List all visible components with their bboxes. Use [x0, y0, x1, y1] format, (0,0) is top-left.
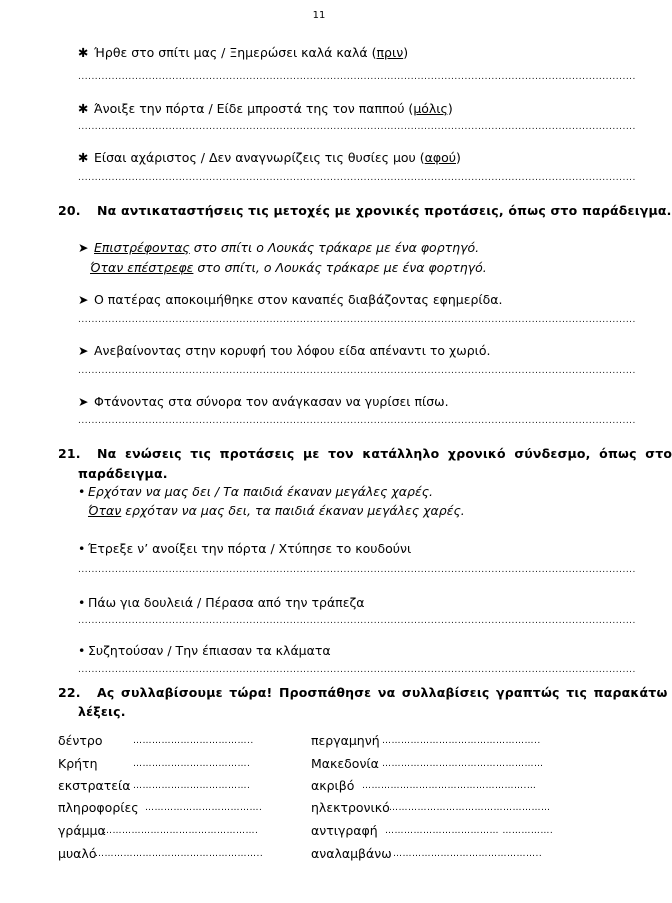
syllable-line[interactable]: …………………………………………….…	[362, 781, 537, 791]
example-participle: Επιστρέφοντας	[94, 240, 190, 255]
arrow-icon: ➤	[78, 394, 89, 409]
syllable-line[interactable]: ……………………………………………	[382, 759, 544, 769]
syllable-line[interactable]: ……………………………….	[133, 759, 251, 769]
word: δέντρο	[58, 733, 103, 748]
arrow-icon: ➤	[78, 343, 89, 358]
example-rest: στο σπίτι ο Λουκάς τράκαρε με ένα φορτηγό.	[189, 240, 480, 255]
item-text: Πάω για δουλειά / Πέρασα από την τράπεζα	[88, 595, 365, 610]
syllable-line[interactable]: ………………………………………….	[103, 826, 259, 836]
word: περγαμηνή	[311, 733, 380, 748]
example-rest: στο σπίτι, ο Λουκάς τράκαρε με ένα φορτηγό.	[193, 260, 487, 275]
item-text: Ήρθε στο σπίτι μας / Ξημερώσει καλά καλά (	[94, 45, 377, 60]
item-text: Είσαι αχάριστος / Δεν αναγνωρίζεις τις θυσίες μου (	[94, 150, 425, 165]
item-text: Ο πατέρας αποκοιμήθηκε στον καναπές διαβάζοντας εφημερίδα.	[94, 292, 503, 307]
word: Κρήτη	[58, 756, 98, 771]
syllable-line[interactable]: ……………………………………………..	[95, 849, 264, 859]
bullet-item	[78, 595, 365, 610]
bullet-item	[78, 643, 331, 658]
bullet-item	[78, 541, 411, 556]
page-number: 11	[312, 10, 326, 21]
word: ηλεκτρονικό	[311, 800, 390, 815]
exercise-21-number: 21.	[58, 446, 81, 461]
syllable-line[interactable]: ……………………………….	[133, 781, 251, 791]
answer-line[interactable]: ......................................................................................................................................................................	[78, 665, 636, 675]
answer-line[interactable]: ......................................................................................................................................................................	[78, 565, 636, 575]
item-conjunction: μόλις	[413, 101, 448, 116]
answer-line[interactable]: ......................................................................................................................................................................	[78, 315, 636, 325]
star-icon: ✱	[78, 101, 89, 116]
bullet-icon: •	[78, 643, 86, 658]
exercise-21-title-cont: παράδειγμα.	[78, 466, 168, 481]
star-icon: ✱	[78, 45, 89, 60]
bullet-icon: •	[78, 595, 86, 610]
item-text-end: )	[403, 45, 409, 60]
example-text: Ερχόταν να μας δει / Τα παιδιά έκαναν μεγάλες χαρές.	[88, 484, 434, 499]
word: αντιγραφή	[311, 823, 378, 838]
syllable-line[interactable]: ………………………………..	[133, 736, 254, 746]
answer-line[interactable]: ......................................................................................................................................................................	[78, 616, 636, 626]
exercise-22-title-cont: λέξεις.	[78, 704, 126, 719]
arrow-icon: ➤	[78, 240, 89, 255]
word: αναλαμβάνω	[311, 846, 392, 861]
syllable-line[interactable]: ………………………………………..	[393, 849, 543, 859]
exercise-21-title: Να ενώσεις τις προτάσεις με τον κατάλληλο χρονικό σύνδεσμο, όπως στο	[97, 446, 672, 461]
example-rest: ερχόταν να μας δει, τα παιδιά έκαναν μεγάλες χαρές.	[121, 503, 465, 518]
example-line-2	[90, 260, 487, 275]
exercise-20-title: Να αντικαταστήσεις τις μετοχές με χρονικές προτάσεις, όπως στο παράδειγμα.	[97, 203, 672, 218]
star-item	[78, 45, 408, 60]
answer-line[interactable]: ......................................................................................................................................................................	[78, 416, 636, 426]
item-text: Έτρεξε ν’ ανοίξει την πόρτα / Χτύπησε το κουδούνι	[88, 541, 412, 556]
syllable-line[interactable]: ……………………………………………	[389, 803, 551, 813]
answer-line[interactable]: ......................................................................................................................................................................	[78, 72, 636, 82]
item-text: Συζητούσαν / Την έπιασαν τα κλάματα	[88, 643, 331, 658]
arrow-icon: ➤	[78, 292, 89, 307]
arrow-item	[78, 343, 491, 358]
example-line-1	[78, 484, 433, 499]
example-line-1	[78, 240, 479, 255]
item-text: Ανεβαίνοντας στην κορυφή του λόφου είδα απέναντι το χωριό.	[94, 343, 491, 358]
star-item	[78, 150, 461, 165]
star-icon: ✱	[78, 150, 89, 165]
answer-line[interactable]: ......................................................................................................................................................................	[78, 122, 636, 132]
item-text: Άνοιξε την πόρτα / Είδε μπροστά της τον παππού (	[94, 101, 414, 116]
star-item	[78, 101, 453, 116]
word: Μακεδονία	[311, 756, 379, 771]
example-clause: Όταν επέστρεφε	[90, 260, 194, 275]
exercise-22-title: Ας συλλαβίσουμε τώρα! Προσπάθησε να συλλαβίσεις γραπτώς τις παρακάτω	[97, 685, 668, 700]
word: μυαλό	[58, 846, 97, 861]
exercise-22-number: 22.	[58, 685, 81, 700]
word: γράμμα	[58, 823, 106, 838]
syllable-line[interactable]: ……………………………… …………….	[385, 826, 554, 836]
example-line-2	[88, 503, 465, 518]
word: εκστρατεία	[58, 778, 131, 793]
word: ακριβό	[311, 778, 355, 793]
arrow-item	[78, 292, 503, 307]
word: πληροφορίες	[58, 800, 139, 815]
bullet-icon: •	[78, 484, 86, 499]
bullet-icon: •	[78, 541, 86, 556]
syllable-line[interactable]: …………………………………………..	[382, 736, 541, 746]
answer-line[interactable]: ......................................................................................................................................................................	[78, 173, 636, 183]
item-text: Φτάνοντας στα σύνορα τον ανάγκασαν να γυρίσει πίσω.	[94, 394, 449, 409]
item-text-end: )	[447, 101, 453, 116]
exercise-20-number: 20.	[58, 203, 81, 218]
item-conjunction: αφού	[424, 150, 457, 165]
item-text-end: )	[456, 150, 461, 165]
example-conjunction: Όταν	[88, 503, 122, 518]
answer-line[interactable]: ......................................................................................................................................................................	[78, 366, 636, 376]
arrow-item	[78, 394, 449, 409]
item-conjunction: πριν	[376, 45, 404, 60]
syllable-line[interactable]: ……………………………….	[145, 803, 263, 813]
